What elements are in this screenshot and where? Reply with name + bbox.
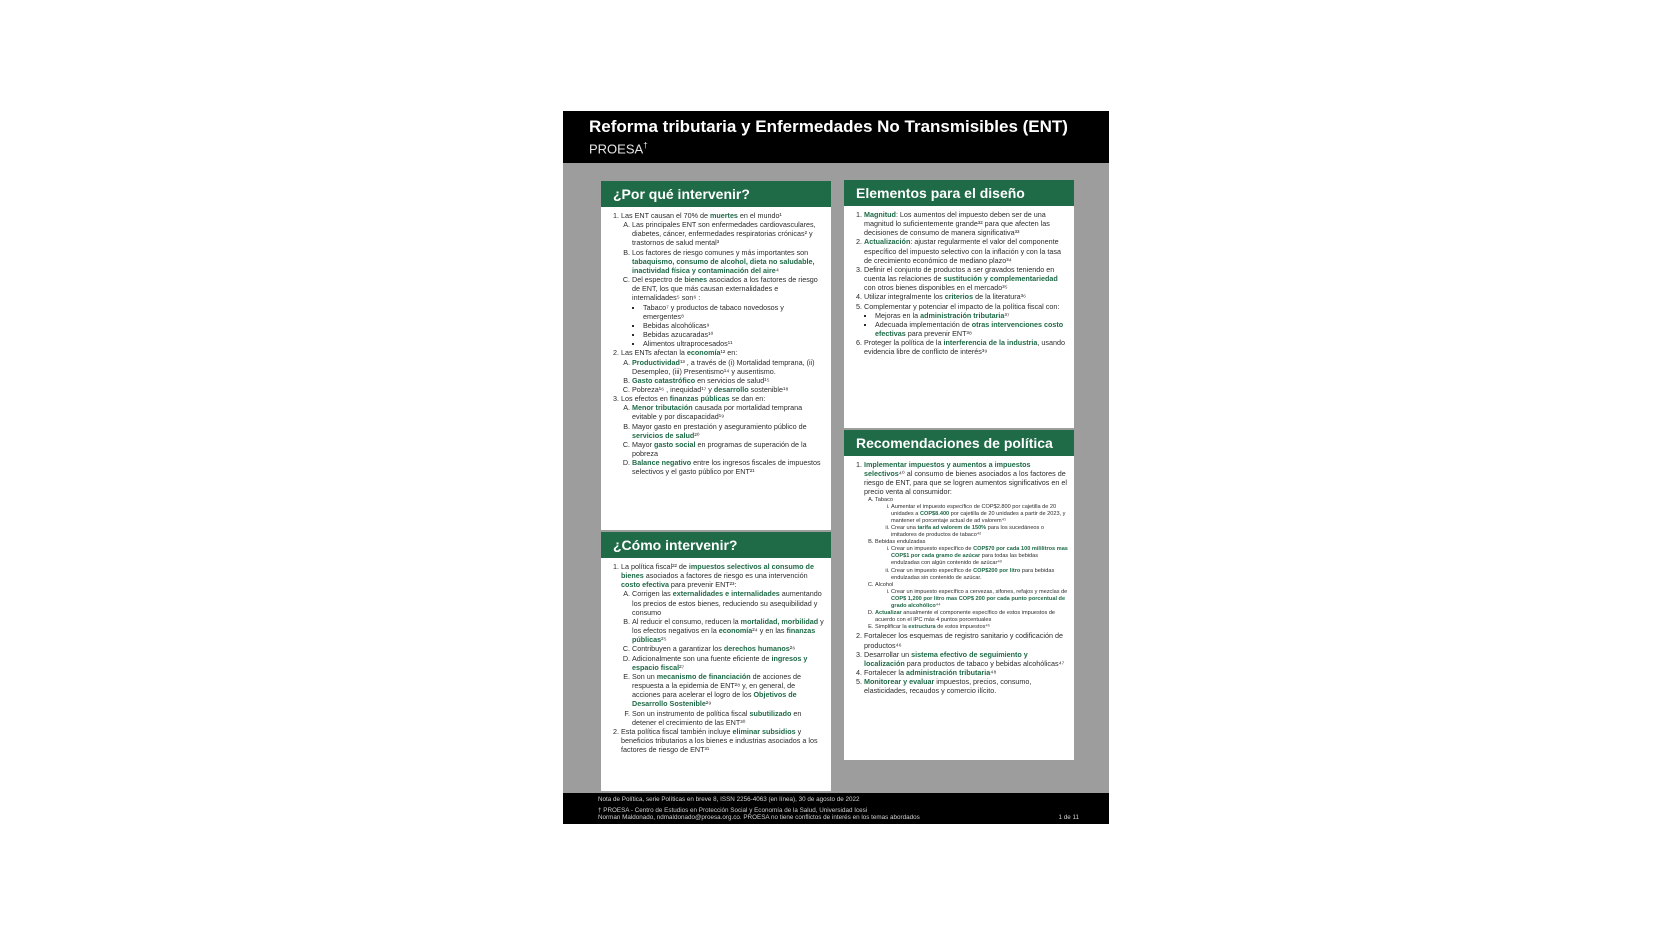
footer-series-note: Nota de Política, serie Políticas en breve 8, ISSN 2256-4063 (en línea), 30 de agosto de 2022: [598, 796, 860, 803]
list-item: B. Los factores de riesgo comunes y más importantes son tabaquismo, consumo de alcohol, dieta no saludable, inactividad física y contaminación del aire⁴: [632, 248, 825, 275]
how-panel: [601, 532, 831, 791]
why-panel: [601, 181, 831, 530]
document-footer: [563, 793, 1109, 824]
list-item: ▪ Tabaco⁷ y productos de tabaco novedosos y emergentes⁸: [643, 303, 825, 321]
reco-panel-body: [844, 456, 1074, 698]
list-item: B. Bebidas endulzadas i. Crear un impuesto específico de COP$70 por cada 100 mililitros mas COP$1 por cada gramo de azúcar para todas las bebidas endulzadas con algún contenido de azúcar⁴³ ii. Crear un impuesto específico de COP$200 por litro para bebidas endulzadas sin contenido de azúcar.: [875, 539, 1068, 582]
list-item: A. Menor tributación causada por mortalidad temprana evitable y por discapacidad¹⁹: [632, 403, 825, 421]
design-panel-body: [844, 206, 1074, 359]
list-item: ii. Crear una tarifa ad valorem de 150% para los sucedáneos o imitadores de productos de tabaco⁴²: [891, 525, 1068, 539]
list-item: 2. Actualización: ajustar regularmente el valor del componente específico del impuesto selectivo con la inflación y con la tasa de crecimiento económico de mediano plazo³⁴: [864, 237, 1068, 264]
list-item: 2. Esta política fiscal también incluye eliminar subsidios y beneficios tributarios a los bienes e industrias asociados a los factores de riesgo de ENT³¹: [621, 727, 825, 754]
list-item: 3. Definir el conjunto de productos a ser gravados teniendo en cuenta las relaciones de sustitución y complementariedad con otros bienes disponibles en el mercado³⁵: [864, 265, 1068, 292]
document-title: Reforma tributaria y Enfermedades No Transmisibles (ENT): [589, 117, 1068, 136]
list-item: 5. Complementar y potenciar el impacto de la política fiscal con: ▪ Mejoras en la administración tributaria³⁷ ▪ Adecuada implementación de otras intervenciones costo efectivas para prevenir ENT³⁸: [864, 302, 1068, 339]
list-item: A. Las principales ENT son enfermedades cardiovasculares, diabetes, cáncer, enfermedades respiratorias crónicas² y trastornos de salud mental³: [632, 220, 825, 247]
document-page: [563, 111, 1109, 824]
list-item: 6. Proteger la política de la interferencia de la industria, usando evidencia libre de conflicto de interés³⁹: [864, 338, 1068, 356]
list-item: C. Pobreza¹⁶ , inequidad¹⁷ y desarrollo sostenible¹⁸: [632, 385, 825, 394]
page-number: 1 de 11: [1058, 814, 1079, 821]
why-panel-title: ¿Por qué intervenir?: [601, 181, 831, 207]
list-item: A. Tabaco i. Aumentar el impuesto específico de COP$2.800 por cajetilla de 20 unidades a COP$8.400 por cajetilla de 20 unidades a partir de 2023, y mantener el porcentaje actual de ad valorem⁴¹ ii. Crear una tarifa ad valorem de 150% para los sucedáneos o imitadores de productos de tabaco⁴²: [875, 497, 1068, 540]
list-item: 1. La política fiscal²² de impuestos selectivos al consumo de bienes asociados a factores de riesgo es una intervención costo efectiva para prevenir ENT²³: A. Corrigen las externalidades e internalidades aumentando los precios de estos bienes, reduciendo su asequibilidad y consumo B. Al reducir el consumo, reducen la mortalidad, morbilidad y los efectos negativos en la economía²⁴ y en las finanzas públicas²⁵ C. Contribuyen a garantizar los derechos humanos²⁶ D. Adicionalmente son una fuente eficiente de ingresos y espacio fiscal²⁷ E. Son un mecanismo de financiación de acciones de respuesta a la epidemia de ENT²⁸ y, en general, de acciones para acelerar el logro de los Objetivos de Desarrollo Sostenible²⁹ F. Son un instrumento de política fiscal subutilizado en detener el crecimiento de las ENT³⁰: [621, 562, 825, 727]
list-item: B. Mayor gasto en prestación y aseguramiento público de servicios de salud²⁰: [632, 422, 825, 440]
list-item: i. Aumentar el impuesto específico de COP$2.800 por cajetilla de 20 unidades a COP$8.400 por cajetilla de 20 unidades a partir de 2023, y mantener el porcentaje actual de ad valorem⁴¹: [891, 504, 1068, 525]
list-item: C. Mayor gasto social en programas de superación de la pobreza: [632, 440, 825, 458]
list-item: 4. Utilizar integralmente los criterios de la literatura³⁶: [864, 292, 1068, 301]
list-item: ▪ Alimentos ultraprocesados¹¹: [643, 339, 825, 348]
list-item: B. Al reducir el consumo, reducen la mortalidad, morbilidad y los efectos negativos en la economía²⁴ y en las finanzas públicas²⁵: [632, 617, 825, 644]
list-item: A. Corrigen las externalidades e internalidades aumentando los precios de estos bienes, reduciendo su asequibilidad y consumo: [632, 589, 825, 616]
list-item: 2. Fortalecer los esquemas de registro sanitario y codificación de productos⁴⁶: [864, 631, 1068, 649]
design-panel-title: Elementos para el diseño: [844, 180, 1074, 206]
reco-panel: [844, 430, 1074, 760]
list-item: 1. Las ENT causan el 70% de muertes en el mundo¹ A. Las principales ENT son enfermedades cardiovasculares, diabetes, cáncer, enfermedades respiratorias crónicas² y trastornos de salud mental³ B. Los factores de riesgo comunes y más importantes son tabaquismo, consumo de alcohol, dieta no saludable, inactividad física y contaminación del aire⁴ C. Del espectro de bienes asociados a los factores de riesgo de ENT, los que más causan externalidades e internalidades⁵ son⁶ : ▪ Tabaco⁷ y productos de tabaco novedosos y emergentes⁸ ▪ Bebidas alcohólicas⁹ ▪ Bebidas azucaradas¹⁰ ▪ Alimentos ultraprocesados¹¹: [621, 211, 825, 348]
list-item: E. Son un mecanismo de financiación de acciones de respuesta a la epidemia de ENT²⁸ y, en general, de acciones para acelerar el logro de los Objetivos de Desarrollo Sostenible²⁹: [632, 672, 825, 709]
list-item: i. Crear un impuesto específico a cervezas, sifones, refajos y mezclas de COP$ 1,200 por litro mas COP$ 200 por cada punto porcentual de grado alcohólico⁴⁴: [891, 589, 1068, 610]
list-item: D. Actualizar anualmente el componente específico de estos impuestos de acuerdo con el IPC más 4 puntos porcentuales: [875, 610, 1068, 624]
list-item: 1. Magnitud: Los aumentos del impuesto deben ser de una magnitud lo suficientemente grande³² para que afecten las decisiones de consumo de manera significativa³³: [864, 210, 1068, 237]
list-item: C. Alcohol i. Crear un impuesto específico a cervezas, sifones, refajos y mezclas de COP$ 1,200 por litro mas COP$ 200 por cada punto porcentual de grado alcohólico⁴⁴: [875, 582, 1068, 610]
footer-contact: Norman Maldonado, ndmaldonado@proesa.org.co. PROESA no tiene conflictos de interés en los temas abordados: [598, 814, 920, 821]
list-item: 4. Fortalecer la administración tributaria⁴⁸: [864, 668, 1068, 677]
list-item: ▪ Adecuada implementación de otras intervenciones costo efectivas para prevenir ENT³⁸: [875, 320, 1068, 338]
how-panel-title: ¿Cómo intervenir?: [601, 532, 831, 558]
why-panel-body: [601, 207, 831, 479]
list-item: ▪ Bebidas azucaradas¹⁰: [643, 330, 825, 339]
footer-affiliation: † PROESA - Centro de Estudios en Protección Social y Economía de la Salud, Universidad Icesi: [598, 807, 868, 814]
list-item: B. Gasto catastrófico en servicios de salud¹⁵: [632, 376, 825, 385]
design-panel: [844, 180, 1074, 428]
list-item: D. Balance negativo entre los ingresos fiscales de impuestos selectivos y el gasto público por ENT²¹: [632, 458, 825, 476]
how-panel-body: [601, 558, 831, 756]
reco-panel-title: Recomendaciones de política: [844, 430, 1074, 456]
list-item: ▪ Bebidas alcohólicas⁹: [643, 321, 825, 330]
list-item: ▪ Mejoras en la administración tributaria³⁷: [875, 311, 1068, 320]
document-subtitle: PROESA†: [589, 141, 648, 157]
list-item: ii. Crear un impuesto específico de COP$200 por litro para bebidas endulzadas sin contenido de azúcar.: [891, 568, 1068, 582]
list-item: 3. Los efectos en finanzas públicas se dan en: A. Menor tributación causada por mortalidad temprana evitable y por discapacidad¹⁹ B. Mayor gasto en prestación y aseguramiento público de servicios de salud²⁰ C. Mayor gasto social en programas de superación de la pobreza D. Balance negativo entre los ingresos fiscales de impuestos selectivos y el gasto público por ENT²¹: [621, 394, 825, 476]
list-item: 5. Monitorear y evaluar impuestos, precios, consumo, elasticidades, recaudos y comercio ilícito.: [864, 677, 1068, 695]
list-item: F. Son un instrumento de política fiscal subutilizado en detener el crecimiento de las ENT³⁰: [632, 709, 825, 727]
list-item: E. Simplificar la estructura de estos impuestos⁴⁵: [875, 624, 1068, 631]
list-item: C. Del espectro de bienes asociados a los factores de riesgo de ENT, los que más causan externalidades e internalidades⁵ son⁶ : ▪ Tabaco⁷ y productos de tabaco novedosos y emergentes⁸ ▪ Bebidas alcohólicas⁹ ▪ Bebidas azucaradas¹⁰ ▪ Alimentos ultraprocesados¹¹: [632, 275, 825, 348]
list-item: D. Adicionalmente son una fuente eficiente de ingresos y espacio fiscal²⁷: [632, 654, 825, 672]
list-item: 2. Las ENTs afectan la economía¹² en: A. Productividad¹³ , a través de (i) Mortalidad temprana, (ii) Desempleo, (iii) Presentismo¹⁴ y ausentismo. B. Gasto catastrófico en servicios de salud¹⁵ C. Pobreza¹⁶ , inequidad¹⁷ y desarrollo sostenible¹⁸: [621, 348, 825, 394]
list-item: 1. Implementar impuestos y aumentos a impuestos selectivos⁴⁰ al consumo de bienes asociados a los factores de riesgo de ENT, para que se logren aumentos significativos en el precio venta al consumidor: A. Tabaco i. Aumentar el impuesto específico de COP$2.800 por cajetilla de 20 unidades a COP$8.400 por cajetilla de 20 unidades a partir de 2023, y mantener el porcentaje actual de ad valorem⁴¹ ii. Crear una tarifa ad valorem de 150% para los sucedáneos o imitadores de productos de tabaco⁴² B. Bebidas endulzadas i. Crear un impuesto específico de COP$70 por cada 100 mililitros mas COP$1 por cada gramo de azúcar para todas las bebidas endulzadas con algún contenido de azúcar⁴³ ii. Crear un impuesto específico de COP$200 por litro para bebidas endulzadas sin contenido de azúcar. C. Alcohol i. Crear un impuesto específico a cervezas, sifones, refajos y mezclas de COP$ 1,200 por litro mas COP$ 200 por cada punto porcentual de grado alcohólico⁴⁴ D. Actualizar anualmente el componente específico de estos impuestos de acuerdo con el IPC más 4 puntos porcentuales E. Simplificar la estructura de estos impuestos⁴⁵: [864, 460, 1068, 631]
list-item: i. Crear un impuesto específico de COP$70 por cada 100 mililitros mas COP$1 por cada gramo de azúcar para todas las bebidas endulzadas con algún contenido de azúcar⁴³: [891, 546, 1068, 567]
list-item: C. Contribuyen a garantizar los derechos humanos²⁶: [632, 644, 825, 653]
list-item: A. Productividad¹³ , a través de (i) Mortalidad temprana, (ii) Desempleo, (iii) Presentismo¹⁴ y ausentismo.: [632, 358, 825, 376]
document-header: [563, 111, 1109, 163]
list-item: 3. Desarrollar un sistema efectivo de seguimiento y localización para productos de tabaco y bebidas alcohólicas⁴⁷: [864, 650, 1068, 668]
